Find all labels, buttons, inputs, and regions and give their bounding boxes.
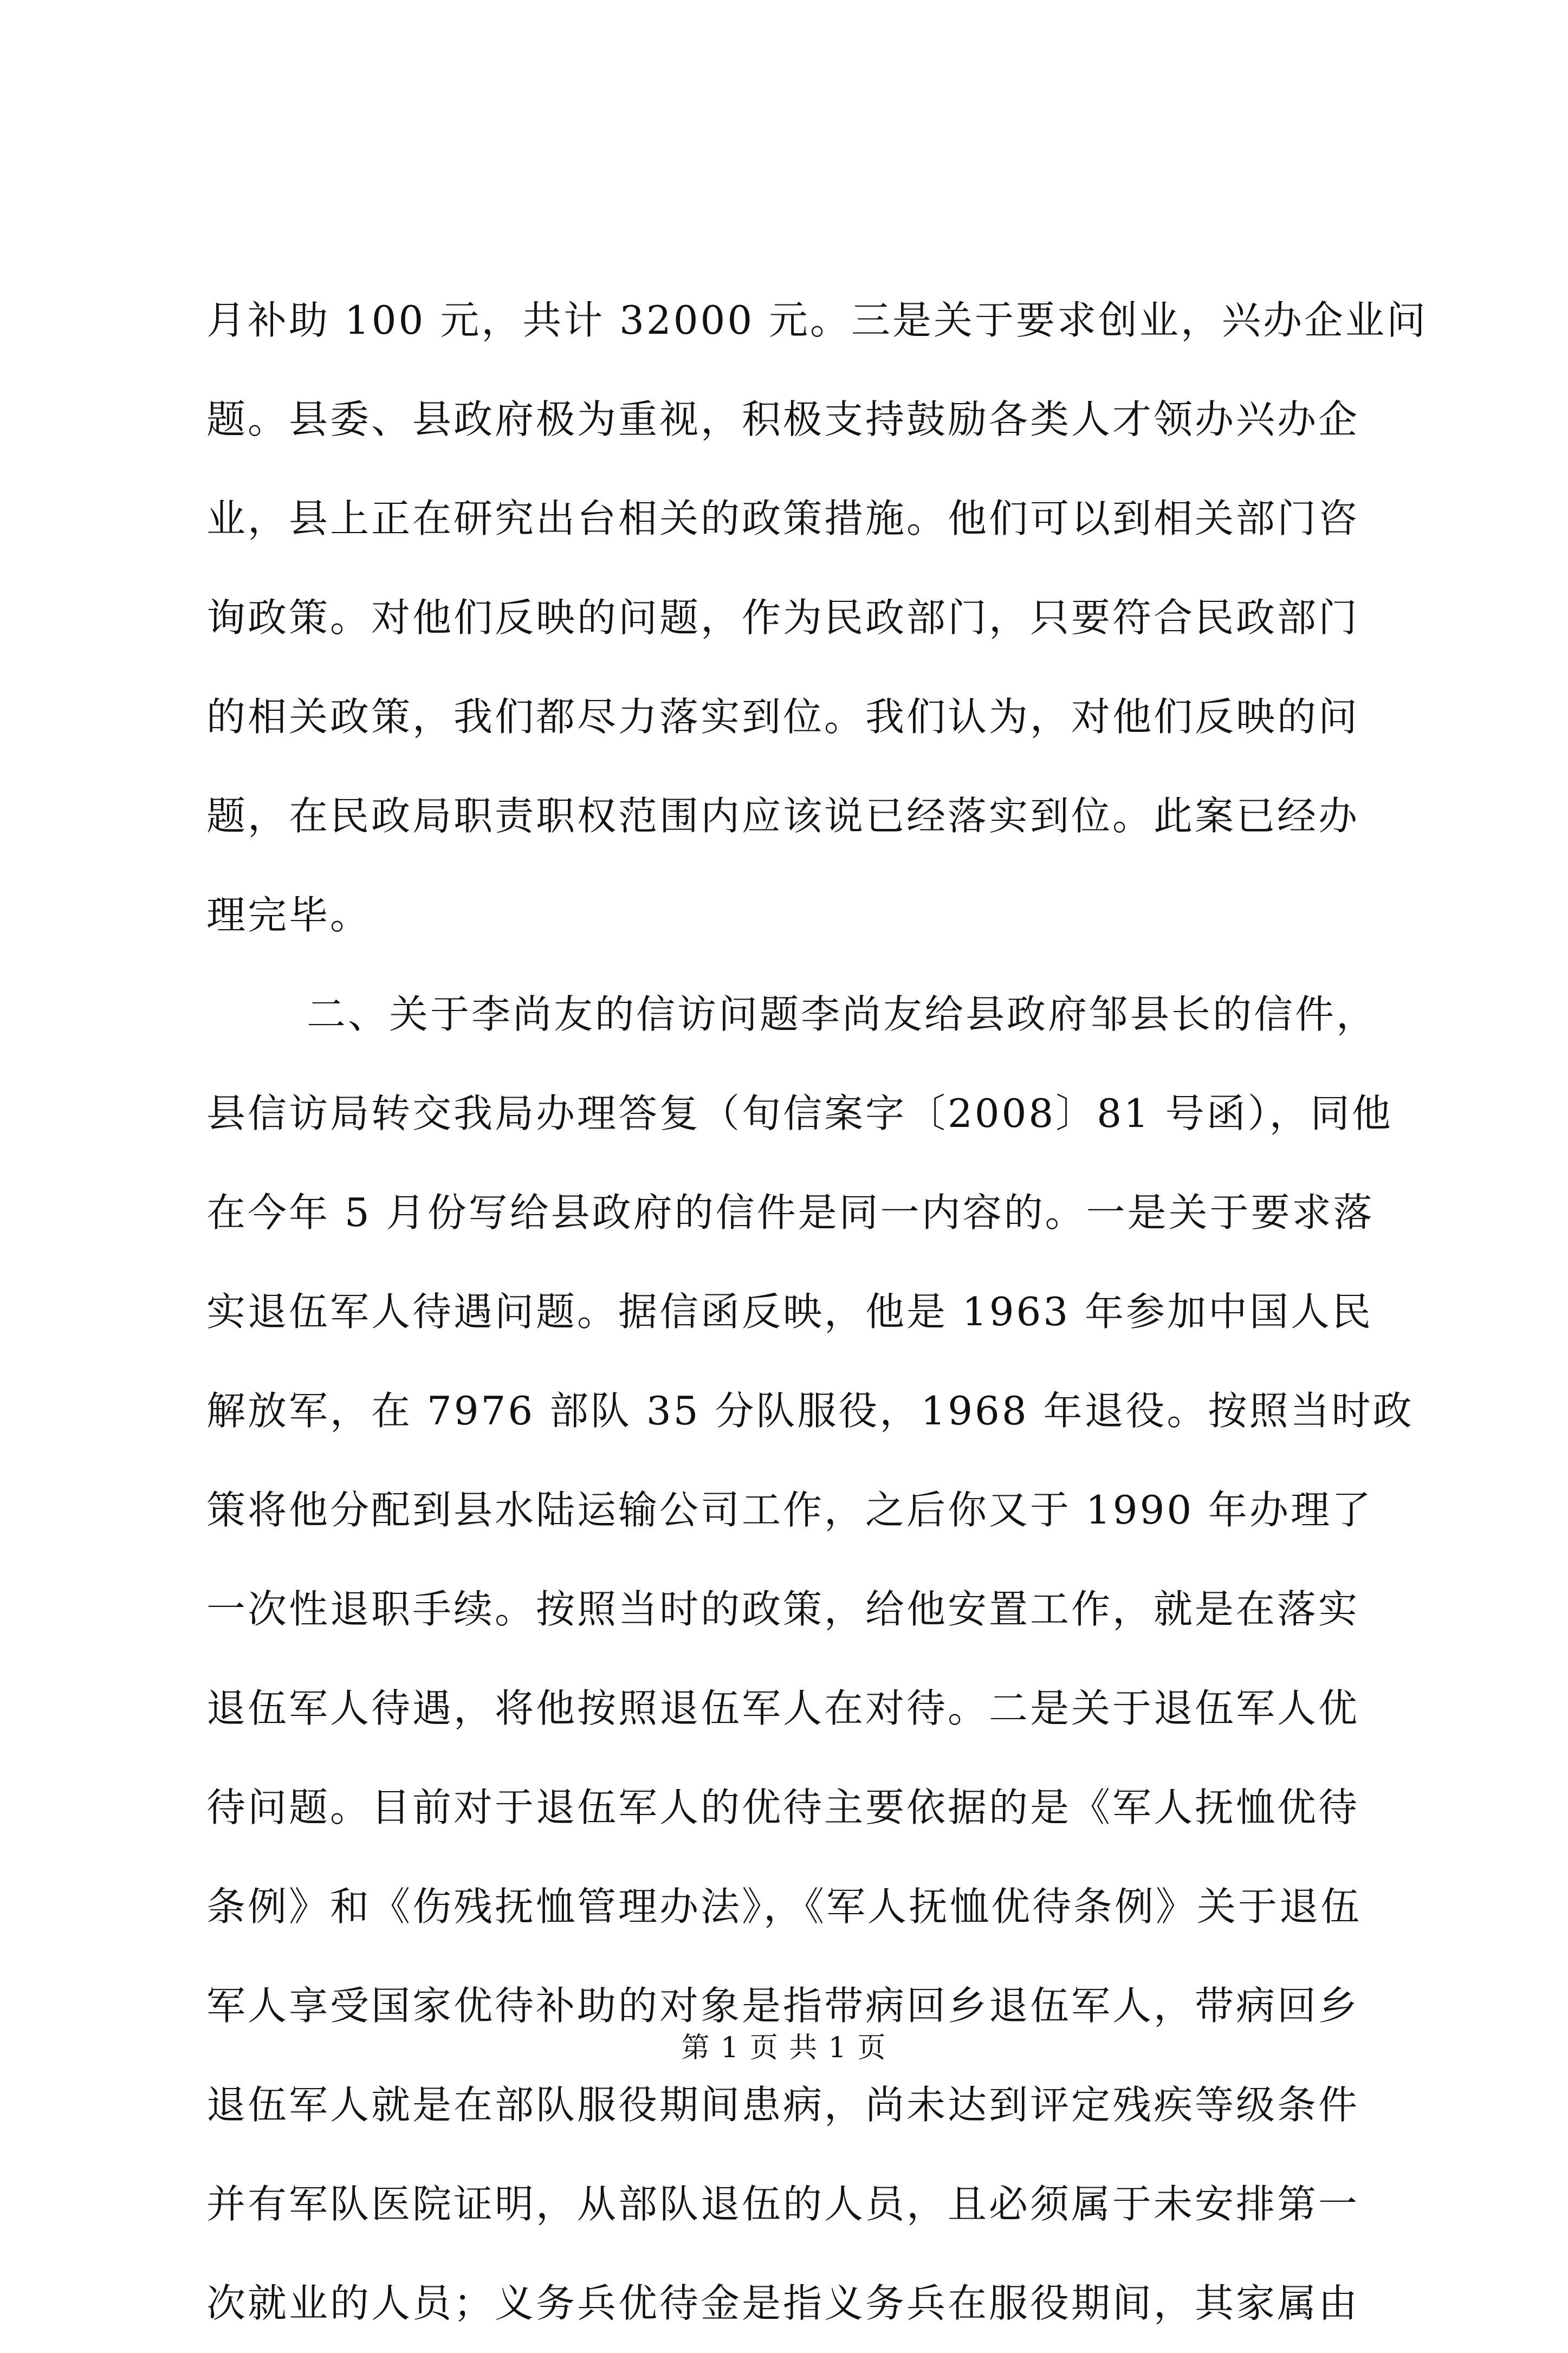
- text-line: 退伍军人就是在部队服役期间患病，尚未达到评定残疾等级条件: [206, 2082, 1360, 2128]
- text-line: 退伍军人待遇，将他按照退伍军人在对待。二是关于退伍军人优: [206, 1686, 1360, 1731]
- text-line: 并有军队医院证明，从部队退伍的人员，且必须属于未安排第一: [206, 2181, 1360, 2227]
- text-line: 次就业的人员；义务兵优待金是指义务兵在服役期间，其家属由: [206, 2280, 1360, 2326]
- text-line: 解放军，在 7976 部队 35 分队服役，1968 年退役。按照当时政: [206, 1388, 1414, 1434]
- text-line: 题，在民政局职责职权范围内应该说已经落实到位。此案已经办: [206, 793, 1360, 839]
- text-line: 月补助 100 元，共计 32000 元。三是关于要求创业，兴办企业问: [206, 297, 1428, 343]
- text-line: 县信访局转交我局办理答复（旬信案字〔2008〕81 号函），同他: [206, 1091, 1393, 1136]
- paragraph-start-line: 二、关于李尚友的信访问题李尚友给县政府邹县长的信件，: [307, 991, 1378, 1037]
- text-line: 待问题。目前对于退伍军人的优待主要依据的是《军人抚恤优待: [206, 1785, 1360, 1830]
- text-line: 题。县委、县政府极为重视，积极支持鼓励各类人才领办兴办企: [206, 397, 1360, 442]
- text-line: 理完毕。: [206, 892, 372, 938]
- text-line: 条例》和《伤残抚恤管理办法》，《军人抚恤优待条例》关于退伍: [206, 1884, 1362, 1929]
- text-line: 的相关政策，我们都尽力落实到位。我们认为，对他们反映的问: [206, 694, 1360, 740]
- text-line: 实退伍军人待遇问题。据信函反映，他是 1963 年参加中国人民: [206, 1289, 1373, 1334]
- text-line: 策将他分配到县水陆运输公司工作，之后你又于 1990 年办理了: [206, 1487, 1373, 1533]
- text-line: 军人享受国家优待补助的对象是指带病回乡退伍军人，带病回乡: [206, 1983, 1360, 2028]
- text-line: 业，县上正在研究出台相关的政策措施。他们可以到相关部门咨: [206, 496, 1360, 541]
- text-line: 在今年 5 月份写给县政府的信件是同一内容的。一是关于要求落: [206, 1190, 1375, 1235]
- text-line: 一次性退职手续。按照当时的政策，给他安置工作，就是在落实: [206, 1586, 1360, 1632]
- text-line: 询政策。对他们反映的问题，作为民政部门，只要符合民政部门: [206, 595, 1360, 640]
- page-footer: 第 1 页 共 1 页: [681, 2032, 887, 2064]
